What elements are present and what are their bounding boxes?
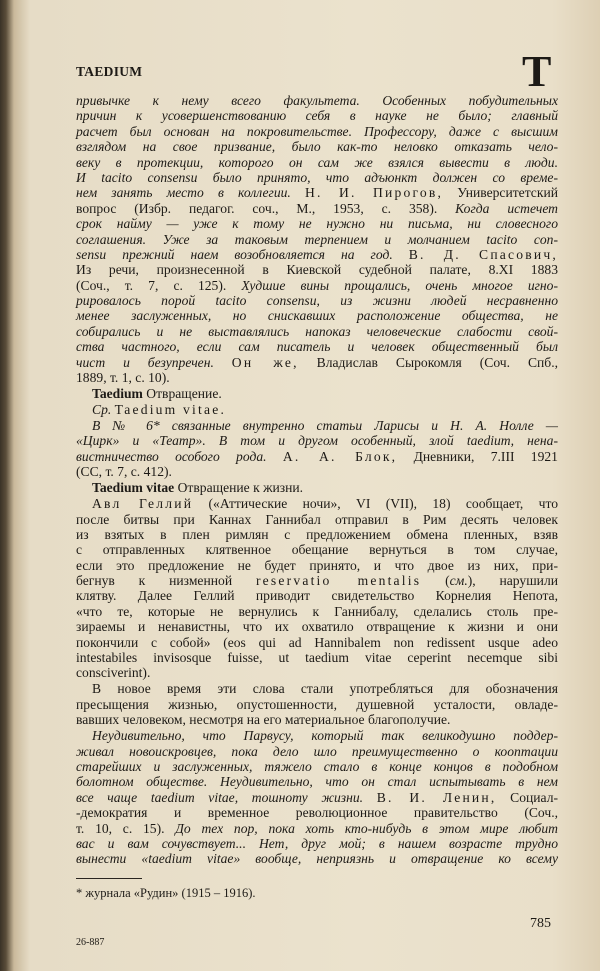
text-segment: В. И. Ленин, bbox=[376, 789, 497, 805]
text-segment: бегнув к низменной bbox=[76, 573, 256, 589]
text-line bbox=[76, 665, 558, 680]
text-segment: живал новоискровцев, пока дело шло преимущественно о кооптации bbox=[76, 743, 558, 759]
text-segment: рировалось порой tacito consensu, из жизни людей несравненно bbox=[76, 293, 558, 309]
text-segment: -демократия и временное революционное правительство (Соч., bbox=[76, 805, 558, 821]
text-segment: вас и вам сочувствует... Нет, друг мой; в нашем возрасте трудно bbox=[76, 835, 558, 851]
text-segment: Taedium vitae. bbox=[114, 402, 227, 417]
text-line bbox=[76, 449, 558, 464]
text-line bbox=[76, 247, 558, 262]
page-number: 785 bbox=[530, 916, 551, 931]
text-segment: старейших и заслуженных, тяжело стало в конце концов в подобном bbox=[76, 758, 558, 774]
text-line bbox=[76, 386, 558, 401]
text-segment: взглядом на свое призвание, было как-то неловко отказать чело- bbox=[76, 139, 558, 155]
text-line bbox=[76, 308, 558, 323]
text-segment: зираемы и ненавистны, что их охватило отвращение к жизни и они bbox=[76, 619, 558, 635]
text-segment: Из речи, произнесенной в Киевской судебной палате, 8.XI 1883 bbox=[76, 262, 558, 278]
text-segment: вынести «taedium vitae» вообще, неприязнь и отвращение ко всему bbox=[76, 851, 558, 867]
text-segment: причин к усовершенствованию себя в науке не было; главный bbox=[76, 108, 558, 124]
text-line bbox=[76, 232, 558, 247]
text-segment: после битвы при Каннах Ганнибал отправил в Рим десять человек bbox=[76, 511, 558, 527]
text-line bbox=[76, 573, 558, 588]
text-line bbox=[76, 339, 558, 354]
text-segment: sensu прежний наем возобновляется на год. bbox=[76, 246, 409, 262]
text-segment: болотном обществе. Неудивительно, что он стал испытывать в нем bbox=[76, 774, 558, 790]
text-segment: 1889, т. 1, с. 10). bbox=[76, 370, 170, 386]
text-segment: все чаще taedium vitae, тошноту жизни. bbox=[76, 789, 377, 805]
text-segment: ( bbox=[421, 573, 450, 589]
text-line bbox=[76, 604, 558, 619]
text-line bbox=[76, 155, 558, 170]
text-segment: Н. И. Пирогов, bbox=[305, 185, 444, 201]
text-segment: А. А. Блок, bbox=[282, 448, 398, 464]
text-segment: Владислав Сырокомля (Соч. Спб., bbox=[298, 354, 559, 370]
text-segment: В. Д. Спасович, bbox=[408, 246, 558, 262]
text-segment: вопрос (Избр. педагог. соч., М., 1953, с. 358). bbox=[76, 200, 456, 216]
text-line bbox=[76, 728, 558, 743]
text-segment: intestabiles invisosque fuisse, ut taedium vitae ceperint necemque sibi bbox=[76, 650, 558, 666]
text-segment: клятву. Далее Геллий приводит свидетельство Корнелия Непота, bbox=[76, 588, 558, 604]
text-segment: Отвращение. bbox=[142, 386, 222, 402]
footnote-divider bbox=[76, 878, 142, 879]
text-segment: веку в протекции, которого он сам же взялся вывести в люди. bbox=[76, 154, 558, 170]
text-line bbox=[76, 619, 558, 634]
paragraph bbox=[76, 386, 558, 401]
text-line bbox=[76, 712, 558, 727]
text-line bbox=[76, 821, 558, 836]
text-line bbox=[76, 744, 558, 759]
text-line bbox=[76, 185, 558, 200]
paragraph bbox=[76, 496, 558, 681]
text-segment: менее заслуженных, но снискавших расположение общества, не bbox=[76, 308, 558, 324]
text-line bbox=[76, 124, 558, 139]
text-segment: если это предложение не будет принято, и что двое из них, при- bbox=[76, 557, 558, 573]
text-segment: Неудивительно, что Парвусу, который так великодушно поддер- bbox=[92, 728, 558, 744]
text-segment: срок найму — уже к тому не нужно ни письма, ни словесного bbox=[76, 216, 558, 232]
text-segment: Когда истечет bbox=[455, 200, 558, 216]
body-text bbox=[76, 93, 558, 867]
text-segment: reservatio mentalis bbox=[255, 573, 422, 589]
text-segment: привычке к нему всего факультета. Особенных побудительных bbox=[76, 93, 558, 108]
text-line bbox=[76, 851, 558, 866]
text-segment: consciverint). bbox=[76, 665, 151, 681]
text-segment: чист и безупречен. bbox=[76, 354, 232, 370]
text-line bbox=[76, 697, 558, 712]
text-line bbox=[76, 759, 558, 774]
text-line bbox=[76, 139, 558, 154]
text-segment: Дневники, 7.III 1921 bbox=[397, 448, 558, 464]
text-segment: (Соч., т. 7, с. 125). bbox=[76, 277, 242, 293]
text-segment: пресыщения жизнью, опустошенности, душевной усталости, овладе- bbox=[76, 696, 558, 712]
text-line bbox=[76, 355, 558, 370]
text-line bbox=[76, 464, 558, 479]
text-line bbox=[76, 542, 558, 557]
text-segment: Университетский bbox=[443, 185, 558, 201]
text-line bbox=[76, 418, 558, 433]
paragraph bbox=[76, 93, 558, 385]
text-line bbox=[76, 836, 558, 851]
text-segment: вавших человеком, несмотря на его материальное благополучие. bbox=[76, 712, 451, 728]
text-segment: т. 10, с. 15). bbox=[76, 820, 176, 836]
text-line bbox=[76, 790, 558, 805]
paragraph bbox=[76, 728, 558, 867]
text-line bbox=[76, 527, 558, 542]
text-line bbox=[76, 93, 558, 108]
paragraph bbox=[76, 402, 558, 417]
text-segment: Авл Геллий bbox=[92, 496, 194, 512]
text-segment: ), нарушили bbox=[467, 573, 559, 589]
text-segment: см. bbox=[449, 573, 468, 589]
paragraph bbox=[76, 418, 558, 480]
text-line bbox=[76, 635, 558, 650]
text-line bbox=[76, 433, 558, 448]
text-segment: «Цирк» и «Театр». В том и другом особенный, злой taedium, нена- bbox=[76, 433, 558, 449]
paragraph bbox=[76, 480, 558, 495]
text-segment: с отправленных клятвенное обещание вернуться в том случае, bbox=[76, 542, 558, 558]
paragraph bbox=[76, 681, 558, 727]
text-line bbox=[76, 805, 558, 820]
text-line bbox=[76, 480, 558, 495]
text-segment: собирались и не выставлялись напоказ человеческие слабости свой- bbox=[76, 323, 558, 339]
text-line bbox=[76, 650, 558, 665]
text-segment: Taedium bbox=[92, 386, 143, 402]
text-line bbox=[76, 588, 558, 603]
text-segment: Социал- bbox=[496, 789, 559, 805]
text-segment: «что те, которые не вернулись к Ганнибалу, сделались столь пре- bbox=[76, 603, 558, 619]
text-line bbox=[76, 278, 558, 293]
text-segment: соглашения. Уже за таковым терпением и молчанием tacito con- bbox=[76, 231, 558, 247]
text-line bbox=[76, 496, 558, 511]
text-segment: (СС, т. 7, с. 412). bbox=[76, 464, 172, 480]
text-line bbox=[76, 108, 558, 123]
text-segment: расчет был основан на покровительстве. Профессору, даже с высшим bbox=[76, 123, 558, 139]
text-segment: И tacito consensu было принято, что адъюнкт должен со време- bbox=[76, 169, 558, 185]
text-segment: Худшие вины прощались, очень многое игно- bbox=[241, 277, 558, 293]
running-head: TAEDIUM bbox=[76, 64, 143, 79]
text-line bbox=[76, 170, 558, 185]
text-segment: нем занять место в коллегии. bbox=[76, 185, 305, 201]
text-segment: До тех пор, пока хоть кто-нибудь в этом мире любит bbox=[175, 820, 559, 836]
text-segment: Он же, bbox=[231, 354, 299, 370]
section-letter: T bbox=[522, 47, 552, 96]
text-segment: Ср. bbox=[92, 402, 115, 417]
text-line bbox=[76, 370, 558, 385]
text-segment: ства частного, если сам писатель и человек общественный был bbox=[76, 339, 558, 355]
text-segment: из взятых в плен римлян с предложением обмена пленных, взяв bbox=[76, 526, 558, 542]
text-line bbox=[76, 262, 558, 277]
text-segment: В № 6* связанные внутренно статьи Ларисы и Н. А. Нолле — bbox=[92, 417, 558, 433]
text-line bbox=[76, 774, 558, 789]
text-segment: покончили с собой» (eos qui ad Hannibalem non redissent usque adeo bbox=[76, 634, 558, 650]
text-line bbox=[76, 558, 558, 573]
text-line bbox=[76, 324, 558, 339]
text-segment: Taedium vitae bbox=[92, 480, 175, 496]
text-line bbox=[76, 402, 558, 417]
text-line bbox=[76, 216, 558, 231]
text-segment: («Аттические ночи», VI (VII), 18) сообщает, что bbox=[193, 496, 558, 512]
signature-mark: 26-887 bbox=[76, 937, 105, 948]
text-segment: В новое время эти слова стали употребляться для обозначения bbox=[92, 681, 558, 697]
text-segment: Отвращение к жизни. bbox=[174, 480, 304, 496]
text-line bbox=[76, 201, 558, 216]
text-segment: вистничество особого рода. bbox=[76, 448, 283, 464]
footnote: * журнала «Рудин» (1915 – 1916). bbox=[76, 886, 256, 900]
text-line bbox=[76, 293, 558, 308]
text-line bbox=[76, 512, 558, 527]
text-line bbox=[76, 681, 558, 696]
